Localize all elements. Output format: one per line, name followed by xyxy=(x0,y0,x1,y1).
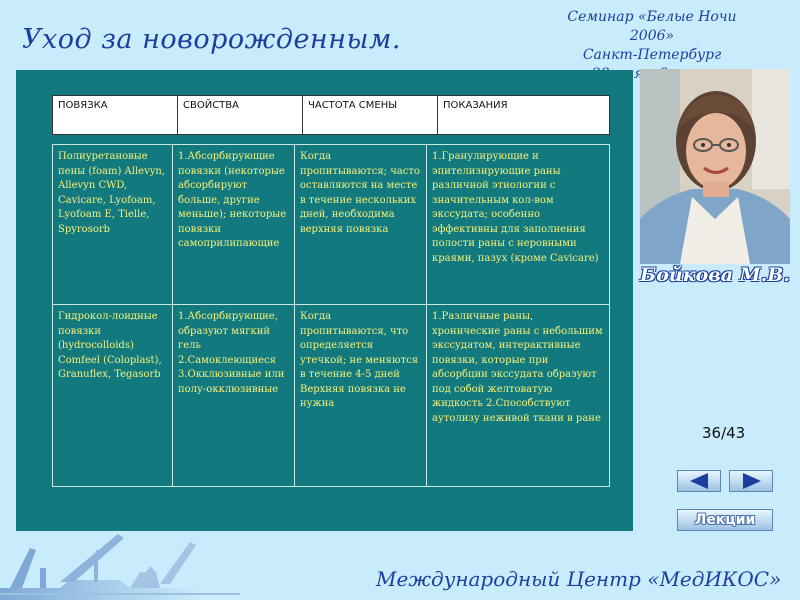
header-row xyxy=(53,96,610,135)
next-slide-button[interactable] xyxy=(729,470,773,492)
table-row xyxy=(53,145,610,305)
speaker-photo xyxy=(640,69,790,264)
arrow-left-icon xyxy=(690,473,708,489)
table-row xyxy=(53,305,610,487)
cell-indications: 1.Гранулирующие и эпителизирующие раны различной этиологии с значительным кол-вом экссудата; особенно эффективны для заполнения полости раны с неровными краями, пазух (кроме Cavicare) xyxy=(427,145,610,305)
bridge-silhouette-icon xyxy=(0,528,360,600)
previous-slide-button[interactable] xyxy=(677,470,721,492)
seminar-name: Семинар «Белые Ночи 2006» xyxy=(567,9,737,44)
dressings-table xyxy=(52,144,610,487)
cell-properties: 1.Абсорбирующие повязки (некоторые абсорбируют больше, другие меньше); некоторые повязки самоприлипающие xyxy=(173,145,295,305)
cell-dressing: Гидрокол-лоидные повязки (hydrocolloids) Comfeel (Coloplast), Granuflex, Tegasorb xyxy=(53,305,173,487)
header-change-frequency: ЧАСТОТА СМЕНЫ xyxy=(303,96,438,135)
cell-dressing: Полиуретановые пены (foam) Allevyn, Allevyn CWD, Cavicare, Lyofoam, Lyofoam E, Tielle, Spyrosorb xyxy=(53,145,173,305)
header-properties: СВОЙСТВА xyxy=(178,96,303,135)
page-title: Уход за новорожденным. xyxy=(22,24,401,55)
content-panel xyxy=(16,70,633,531)
table-header xyxy=(52,95,610,135)
cell-properties: 1.Абсорбирующие, образуют мягкий гель 2.Самоклеющиеся 3.Окклюзивные или полу-окклюзивные xyxy=(173,305,295,487)
author-name: Бойкова М.В. xyxy=(640,264,790,286)
portrait-image xyxy=(640,69,790,264)
page-counter: 36/43 xyxy=(702,424,746,442)
cell-change-frequency: Когда пропитываются; часто оставляются на месте в течение нескольких дней, необходима верхняя повязка xyxy=(295,145,427,305)
arrow-right-icon xyxy=(743,473,761,489)
header-indications: ПОКАЗАНИЯ xyxy=(438,96,610,135)
cell-change-frequency: Когда пропитываются, что определяется утечкой; не меняются в течение 4-5 дней Верхняя повязка не нужна xyxy=(295,305,427,487)
lectures-button[interactable]: Лекции xyxy=(677,509,773,531)
footer-organization: Международный Центр «МедИКОС» xyxy=(376,567,782,591)
header-dressing: ПОВЯЗКА xyxy=(53,96,178,135)
seminar-city: Санкт-Петербург xyxy=(582,47,722,63)
cell-indications: 1.Различные раны, хронические раны с небольшим экссудатом, интерактивные повязки, которые при абсорбции экссудата образуют под собой желтоватую жидкость 2.Способствуют аутолизу неживой ткани в ране xyxy=(427,305,610,487)
